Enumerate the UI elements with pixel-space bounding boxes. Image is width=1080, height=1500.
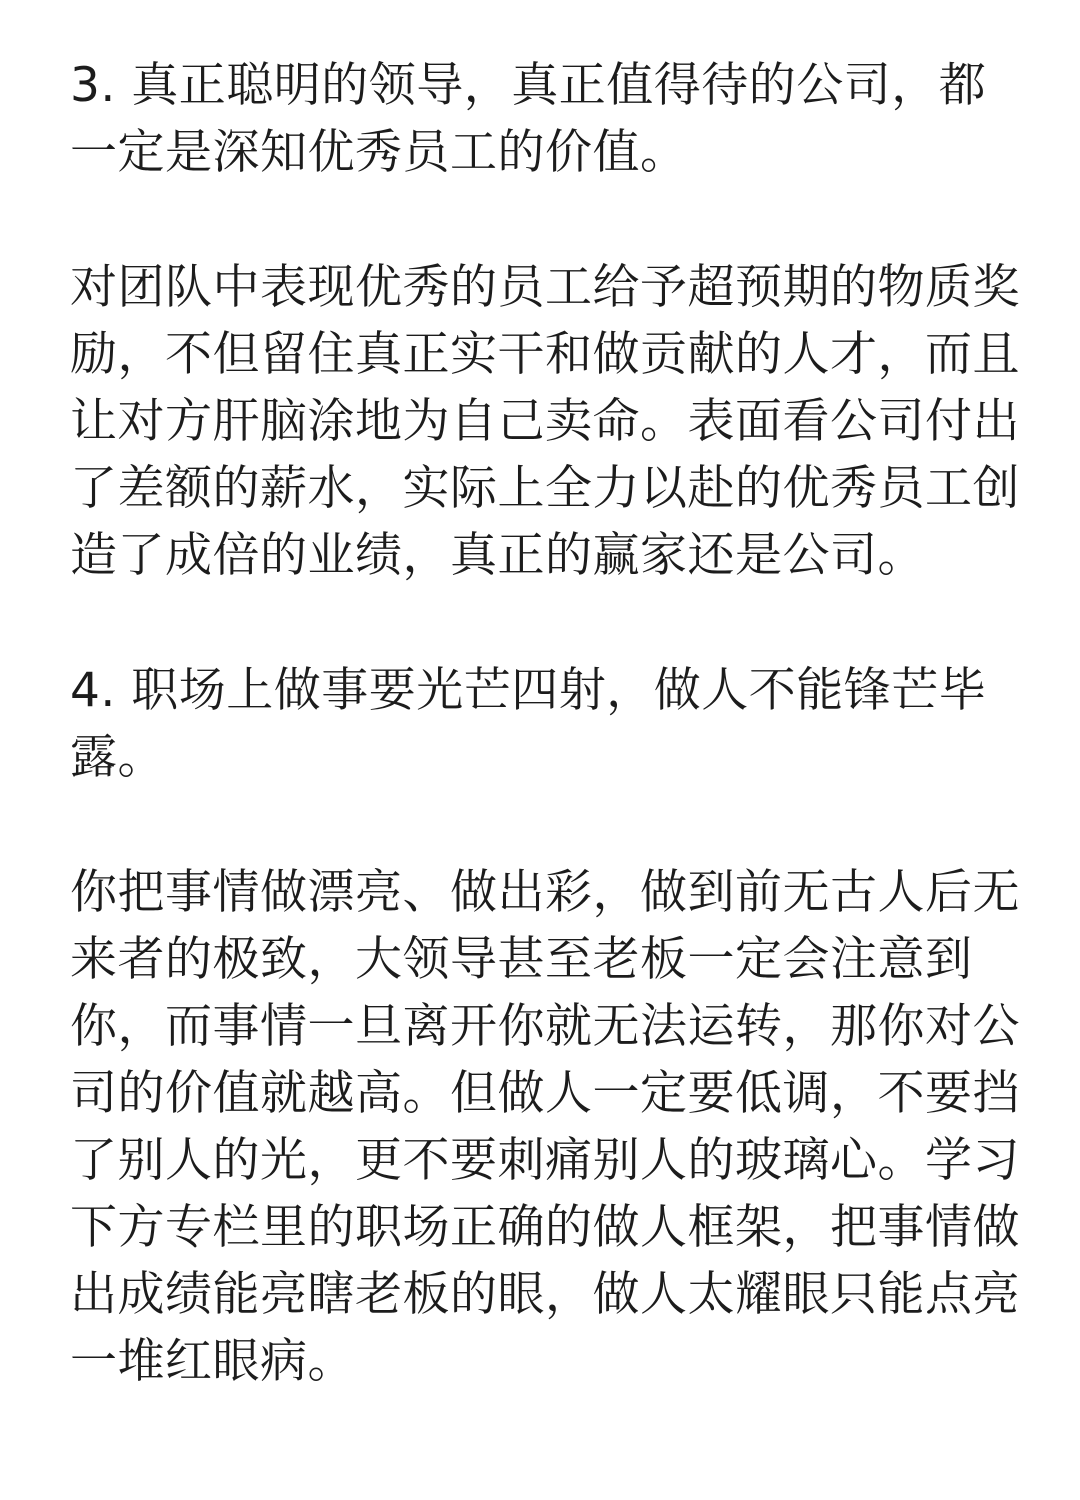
article-body — [70, 52, 1030, 1395]
paragraph-body: 你把事情做漂亮、做出彩，做到前无古人后无来者的极致，大领导甚至老板一定会注意到你，而事情一旦离开你就无法运转，那你对公司的价值就越高。但做人一定要低调，不要挡了别人的光，更不要刺痛别人的玻璃心。学习下方专栏里的职场正确的做人框架，把事情做出成绩能亮瞎老板的眼，做人太耀眼只能点亮一堆红眼病。 — [70, 865, 1020, 1389]
paragraph-body: 对团队中表现优秀的员工给予超预期的物质奖励，不但留住真正实干和做贡献的人才，而且让对方肝脑涂地为自己卖命。表面看公司付出了差额的薪水，实际上全力以赴的优秀员工创造了成倍的业绩，真正的赢家还是公司。 — [70, 260, 1020, 583]
section-heading-4: 4. 职场上做事要光芒四射，做人不能锋芒毕露。 — [70, 663, 987, 785]
section-heading-3: 3. 真正聪明的领导，真正值得待的公司，都一定是深知优秀员工的价值。 — [70, 58, 987, 180]
